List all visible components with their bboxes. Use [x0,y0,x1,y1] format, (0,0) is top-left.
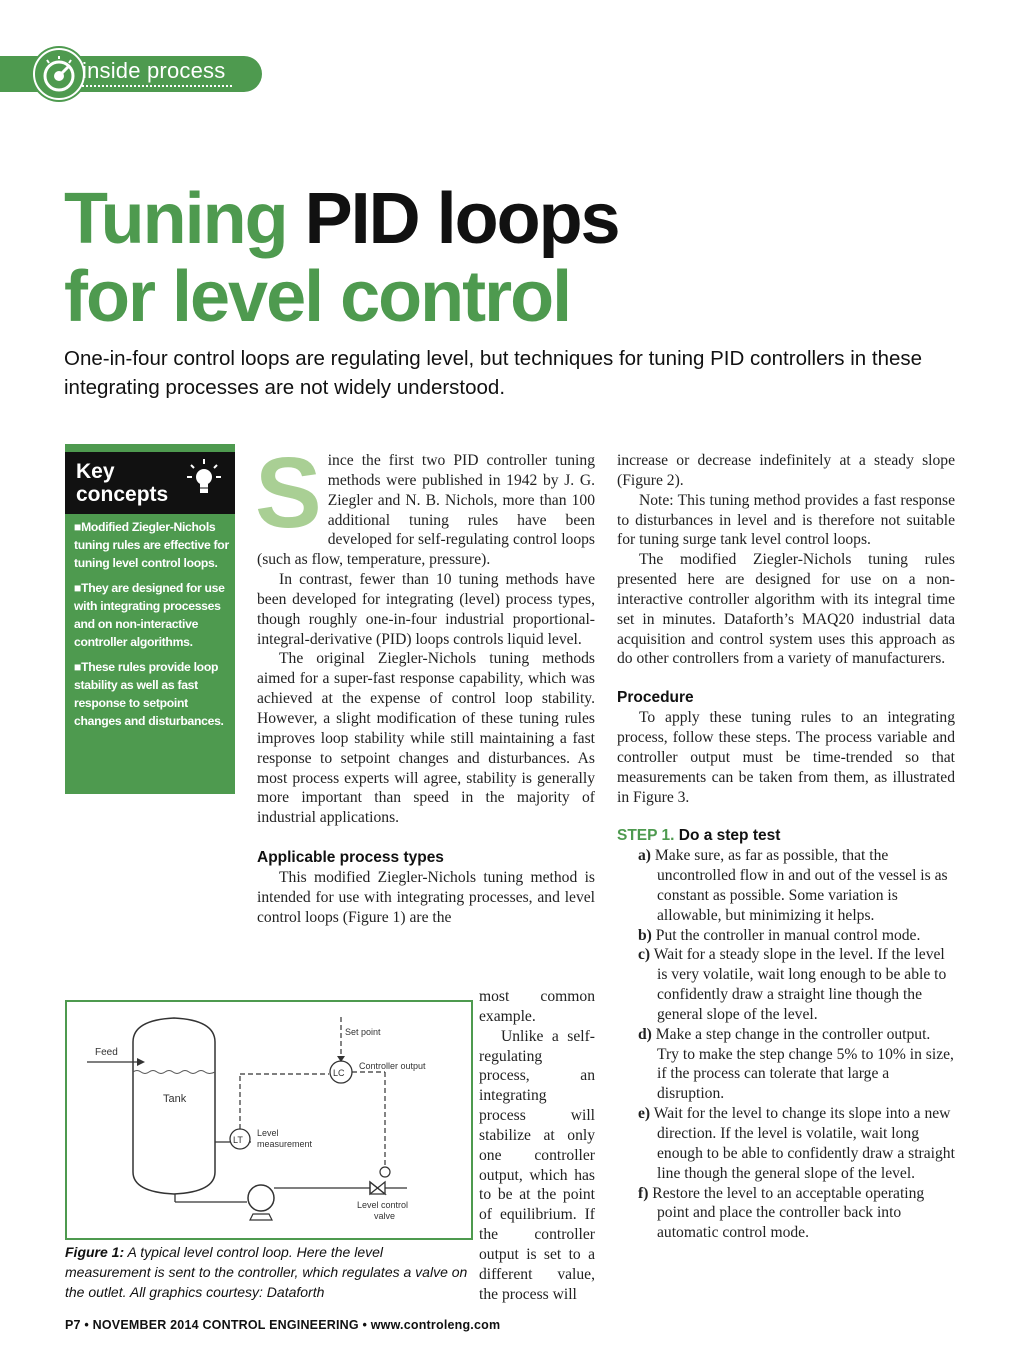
paragraph-col2-2: Note: This tuning method provides a fast response to disturbances in level and is therefore not suitable for tuning surge tank level control loops. [617,491,955,549]
feed-label: Feed [95,1047,118,1058]
set-point-label: Set point [345,1027,381,1037]
step-item-label: d) [638,1025,652,1043]
issue-info: NOVEMBER 2014 CONTROL ENGINEERING [92,1318,359,1332]
step-item [617,1184,955,1244]
title-part-1: Tuning [64,179,305,259]
controller-output-label: Controller output [359,1061,426,1071]
valve-label-1: Level control [357,1200,409,1210]
step-item [617,1025,955,1104]
paragraph-5: Unlike a self-regulating process, an integrating process will stabilize at only one controller output, which has to be at the point of equilibrium. If the controller output is set to a different value, the process will [479,1027,595,1303]
step-item-text: Restore the level to an acceptable operating point and place the controller back into automatic control mode. [652,1184,925,1242]
key-concept-item: ■ They are designed for use with integrating processes and on non-interactive controller algorithms. [74,579,232,651]
key-concept-item: ■ These rules provide loop stability as well as fast response to setpoint changes and disturbances. [74,658,232,730]
body-column-2 [617,451,955,1243]
valve-label-2: valve [374,1211,396,1221]
paragraph-3: The original Ziegler-Nichols tuning methods aimed for a super-fast response capability, which was achieved at the expense of control loop stability. However, a slight modification of these tuning rules improves loop stability while still maintaining a fast response to setpoint changes and disturbances. As most process experts will agree, stability is generally more important than speed in the majority of industrial applications. [257,650,595,827]
page-number: P7 [65,1318,81,1332]
step-number: STEP 1. [617,827,675,845]
step-item [617,926,955,946]
key-title-line-1: Key [76,460,115,483]
lt-label: LT [233,1135,243,1145]
paragraph-col2-1: increase or decrease indefinitely at a steady slope (Figure 2). [617,452,955,489]
step-item-text: Wait for a steady slope in the level. If the level is very volatile, wait long enough to be able to confidently draw a straight line though the general slope of the level. [653,946,947,1023]
paragraph-col2-3: The modified Ziegler-Nichols tuning rules presented here are designed for use on a non-interactive controller algorithm with its integral time set in minutes. Dataforth’s MAQ20 industrial data acquisition and control system uses this approach as do other controllers from a variety of manufacturers. [617,551,955,668]
step-item-text: Make a step change in the controller output. Try to make the step change 5% to 10% in size, if the process can tolerate that large a disruption. [655,1025,954,1103]
step-item-text: Wait for the level to change its slope into a new direction. If the level is volatile, wait long enough to be able to confidently draw a straight line though the general slope of the level. [653,1105,955,1182]
footer-separator: • [362,1318,368,1332]
tank-icon [133,1018,215,1194]
paragraph-intro [255,437,595,570]
step-item-text: Put the controller in manual control mode. [655,926,921,944]
paragraph-1-text: ince the first two PID controller tuning methods were published in 1942 by J. G. Ziegler and N. B. Nichols, more than 100 additional tuning rules have been developed for self-regulating control loops (such as flow, temperature, pressure). [257,452,595,569]
gauge-icon [33,48,85,100]
step-item-label: f) [638,1184,649,1202]
step-item-label: c) [638,946,651,964]
key-title-line-2: concepts [76,483,169,506]
body-column-1 [255,437,595,927]
key-concepts-list [74,518,232,737]
caption-text: A typical level control loop. Here the level measurement is sent to the controller, which regulates a valve on the outlet. All graphics courtesy: Dataforth [65,1244,468,1300]
step-item [617,1104,955,1183]
level-measurement-label-1: Level [257,1128,279,1138]
step-item-label: a) [638,847,651,865]
page-footer [65,1318,500,1332]
paragraph-4: This modified Ziegler-Nichols tuning method is intended for use with integrating processes, and level control loops (Figure 1) are the [257,868,595,926]
step-item [617,945,955,1024]
level-measurement-label-2: measurement [257,1139,313,1149]
key-concepts-title [76,460,168,506]
lightbulb-icon [185,455,223,507]
step-title: Do a step test [678,827,781,845]
step-item-label: e) [638,1105,651,1123]
step-item-text: Make sure, as far as possible, that the uncontrolled flow in and out of the vessel is as constant as possible. Some variation is allowable, but minimizing it helps. [654,847,948,924]
figure-1-caption [65,1242,469,1302]
figure-1 [65,1000,473,1240]
step-item-label: b) [638,926,652,944]
article-deck: One-in-four control loops are regulating level, but techniques for tuning PID controllers in these integrating processes are not widely understood. [64,347,923,399]
step-1-list [617,846,955,1243]
drop-cap: S [255,437,322,549]
tank-label: Tank [163,1093,187,1105]
lc-label: LC [333,1068,345,1078]
pump-icon [248,1185,274,1211]
paragraph-col2-4: To apply these tuning rules to an integrating process, follow these steps. The process variable and controller output must be time-trended so that measurements can be taken from them, as illustrated in Figure 3. [617,709,955,806]
footer-separator: • [84,1318,89,1332]
key-concept-item: ■ Modified Ziegler-Nichols tuning rules are effective for tuning level control loops. [74,518,232,572]
subhead-procedure: Procedure [617,689,694,707]
body-column-1-narrow [479,987,595,1305]
section-underline [82,85,232,87]
subhead-applicable: Applicable process types [257,849,444,867]
article-title [64,180,619,336]
paragraph-4-continued: most common example. [479,988,595,1025]
caption-label: Figure 1: [65,1244,125,1260]
level-control-diagram [67,1002,471,1238]
title-line-2: for level control [64,257,571,337]
title-part-2: PID loops [304,179,619,259]
footer-url: www.controleng.com [370,1318,501,1332]
step-item [617,846,955,925]
paragraph-2: In contrast, fewer than 10 tuning methods have been developed for integrating (level) process types, though roughly one-in-four industrial proportional-integral-derivative (PID) loops controls liquid level. [257,571,595,648]
section-label: inside process [82,58,226,83]
step-1-heading [617,826,955,846]
